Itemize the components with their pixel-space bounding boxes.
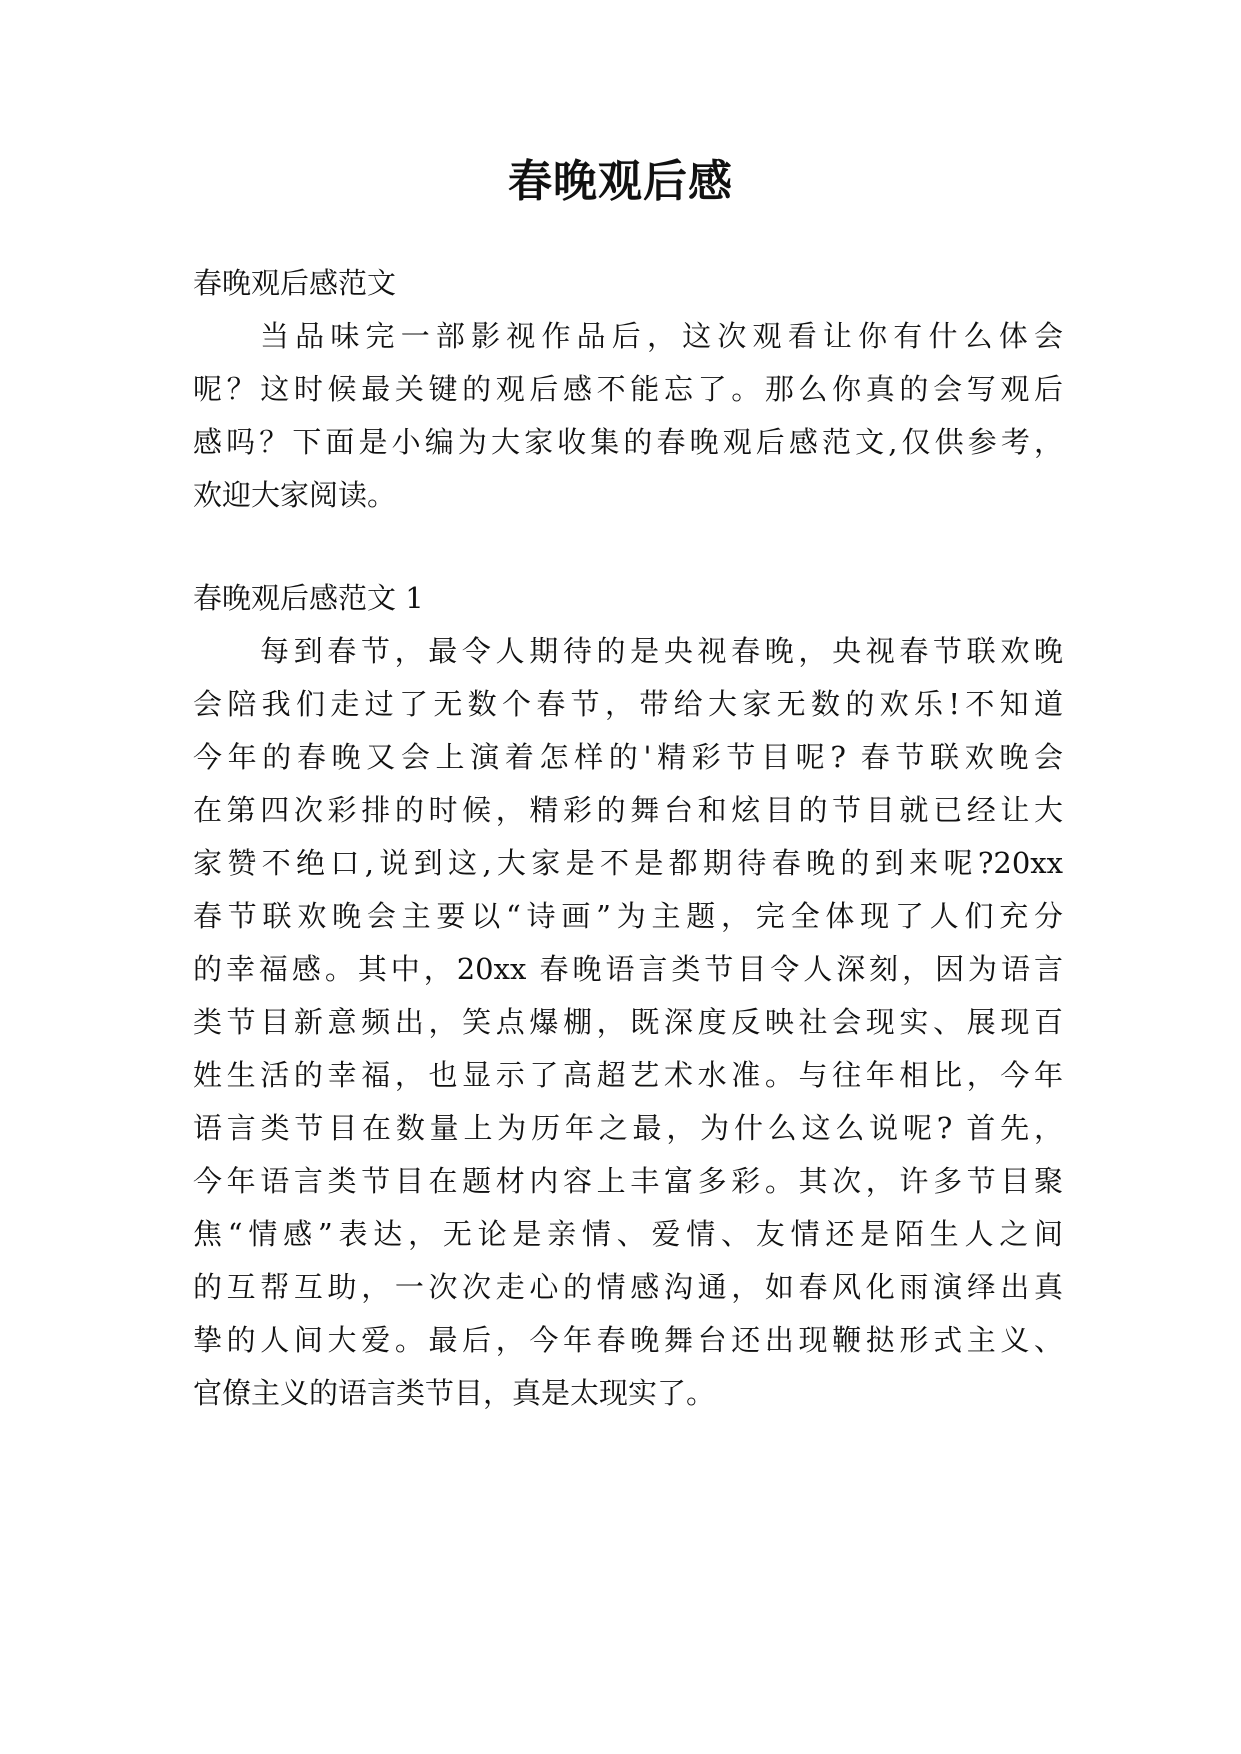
intro-line-3: 感吗？下面是小编为大家收集的春晚观后感范文,仅供参考，	[193, 425, 1063, 459]
section1-line-8: 类节目新意频出，笑点爆棚，既深度反映社会现实、展现百	[193, 1005, 1063, 1039]
section1-line-11: 今年语言类节目在题材内容上丰富多彩。其次，许多节目聚	[193, 1164, 1063, 1198]
section1-line-1: 每到春节，最令人期待的是央视春晚，央视春节联欢晚	[260, 634, 1063, 668]
section1-line-3: 今年的春晚又会上演着怎样的'精彩节目呢? 春节联欢晚会	[193, 740, 1063, 774]
intro-line-4: 欢迎大家阅读。	[193, 478, 397, 512]
section1-line-12: 焦“情感”表达，无论是亲情、爱情、友情还是陌生人之间	[193, 1217, 1063, 1251]
section1-line-15: 官僚主义的语言类节目，真是太现实了。	[193, 1376, 716, 1410]
intro-line-2: 呢？这时候最关键的观后感不能忘了。那么你真的会写观后	[193, 372, 1063, 406]
document-title: 春晚观后感	[508, 156, 733, 207]
intro-heading: 春晚观后感范文	[193, 266, 397, 300]
section1-line-4: 在第四次彩排的时候，精彩的舞台和炫目的节目就已经让大	[193, 793, 1063, 827]
section1-line-13: 的互帮互助，一次次走心的情感沟通，如春风化雨演绎出真	[193, 1270, 1063, 1304]
section1-line-7: 的幸福感。其中，20xx 春晚语言类节目令人深刻，因为语言	[193, 952, 1063, 986]
section1-line-10: 语言类节目在数量上为历年之最，为什么这么说呢? 首先，	[193, 1111, 1063, 1145]
section1-line-2: 会陪我们走过了无数个春节，带给大家无数的欢乐!不知道	[193, 687, 1063, 721]
intro-line-1: 当品味完一部影视作品后，这次观看让你有什么体会	[260, 319, 1063, 353]
section1-line-5: 家赞不绝口,说到这,大家是不是都期待春晚的到来呢?20xx	[193, 846, 1063, 880]
section1-line-9: 姓生活的幸福，也显示了高超艺术水准。与往年相比，今年	[193, 1058, 1063, 1092]
section1-heading: 春晚观后感范文 1	[193, 581, 424, 615]
section1-line-6: 春节联欢晚会主要以“诗画”为主题，完全体现了人们充分	[193, 899, 1063, 933]
section1-line-14: 挚的人间大爱。最后，今年春晚舞台还出现鞭挞形式主义、	[193, 1323, 1063, 1357]
